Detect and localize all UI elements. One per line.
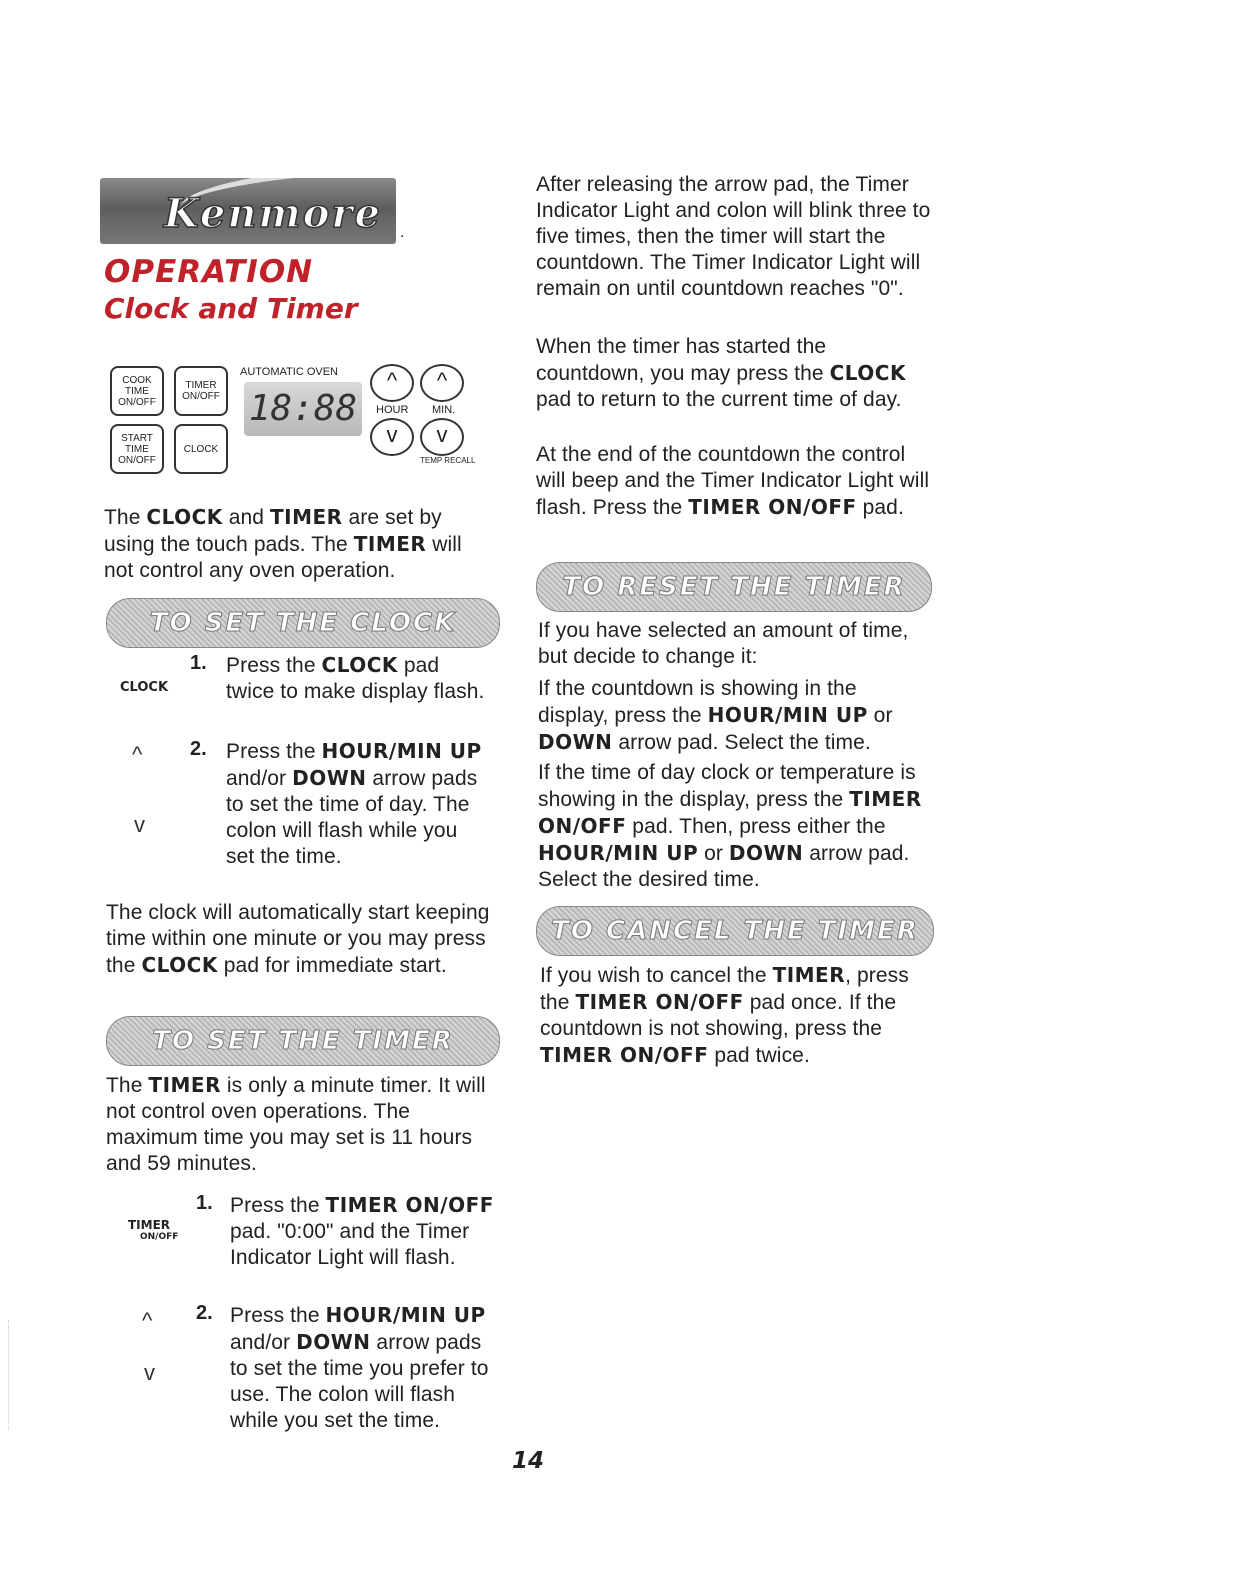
cancel-paragraph: If you wish to cancel the TIMER, press the TIMER ON/OFF pad once. If the countdown is not showing, press the TIMER ON/OFF pad twice. (540, 963, 909, 1067)
min-up-icon: ^ (420, 364, 464, 402)
step-number: 2. (190, 738, 207, 760)
digital-display: 18:88 (244, 382, 362, 436)
section-title: OPERATION (104, 254, 314, 290)
set-clock-note: The clock will automatically start keeping time within one minute or you may press the CLOCK pad for immediate start. (106, 901, 490, 977)
set-clock-banner: TO SET THE CLOCK (106, 598, 500, 648)
automatic-oven-label: AUTOMATIC OVEN (240, 366, 338, 378)
step-number: 2. (196, 1302, 213, 1324)
page-number: 14 (512, 1448, 545, 1474)
up-arrow-icon: ^ (142, 1308, 153, 1333)
clock-pad-label: CLOCK (120, 680, 169, 695)
reset-timer-banner: TO RESET THE TIMER (536, 562, 932, 612)
set-timer-step1: Press the TIMER ON/OFF pad. "0:00" and the Timer Indicator Light will flash. (230, 1193, 494, 1269)
cook-time-pad: COOK TIME ON/OFF (110, 366, 164, 416)
logo-trademark-dot: . (400, 224, 405, 241)
cancel-timer-banner: TO CANCEL THE TIMER (536, 906, 934, 956)
start-time-pad: START TIME ON/OFF (110, 424, 164, 474)
subsection-title: Clock and Timer (104, 292, 358, 325)
step-number: 1. (190, 652, 207, 674)
logo-text: Kenmore (164, 190, 382, 237)
hour-label: HOUR (376, 404, 409, 416)
countdown-end-paragraph: At the end of the countdown the control will beep and the Timer Indicator Light will flash. Press the TIMER ON/OFF pad. (536, 443, 930, 519)
set-timer-intro: The TIMER is only a minute timer. It will not control oven operations. The maximum time you may set is 11 hours and 59 minutes. (106, 1073, 486, 1175)
clock-return-paragraph: When the timer has started the countdown, you may press the CLOCK pad to return to the current time of day. (536, 335, 906, 411)
reset-countdown-showing: If the countdown is showing in the display, press the HOUR/MIN UP or DOWN arrow pad. Select the time. (538, 677, 893, 754)
reset-clock-showing: If the time of day clock or temperature is showing in the display, press the TIMER ON/OFF pad. Then, press either the HOUR/MIN UP or DOWN arrow pad. Select the desired time. (538, 761, 922, 891)
temp-recall-label: TEMP RECALL (420, 456, 476, 465)
set-timer-banner: TO SET THE TIMER (106, 1016, 500, 1066)
kenmore-logo (100, 178, 396, 244)
clock-pad: CLOCK (174, 424, 228, 474)
down-arrow-icon: v (144, 1360, 155, 1385)
timer-pad-label: TIMER ON/OFF (128, 1218, 179, 1242)
intro-paragraph: The CLOCK and TIMER are set by using the touch pads. The TIMER will not control any oven operation. (104, 505, 462, 582)
hour-up-icon: ^ (370, 364, 414, 402)
hour-down-icon: v (370, 418, 414, 456)
scan-artifact (8, 1320, 10, 1430)
reset-intro: If you have selected an amount of time, but decide to change it: (538, 619, 909, 668)
down-arrow-icon: v (134, 812, 145, 837)
countdown-paragraph: After releasing the arrow pad, the Timer Indicator Light and colon will blink three to five times, then the timer will start the countdown. The Timer Indicator Light will remain on until countdown reaches "0". (536, 173, 931, 300)
set-timer-step2: Press the HOUR/MIN UP and/or DOWN arrow pads to set the time you prefer to use. The colon will flash while you set the time. (230, 1303, 489, 1432)
step-number: 1. (196, 1192, 213, 1214)
control-panel-illustration (110, 360, 480, 475)
set-clock-step1: Press the CLOCK pad twice to make display flash. (226, 653, 485, 703)
min-down-icon: v (420, 418, 464, 456)
min-label: MIN. (432, 404, 456, 416)
timer-pad: TIMER ON/OFF (174, 366, 228, 416)
set-clock-step2: Press the HOUR/MIN UP and/or DOWN arrow pads to set the time of day. The colon will flash while you set the time. (226, 739, 482, 868)
up-arrow-icon: ^ (132, 742, 143, 767)
